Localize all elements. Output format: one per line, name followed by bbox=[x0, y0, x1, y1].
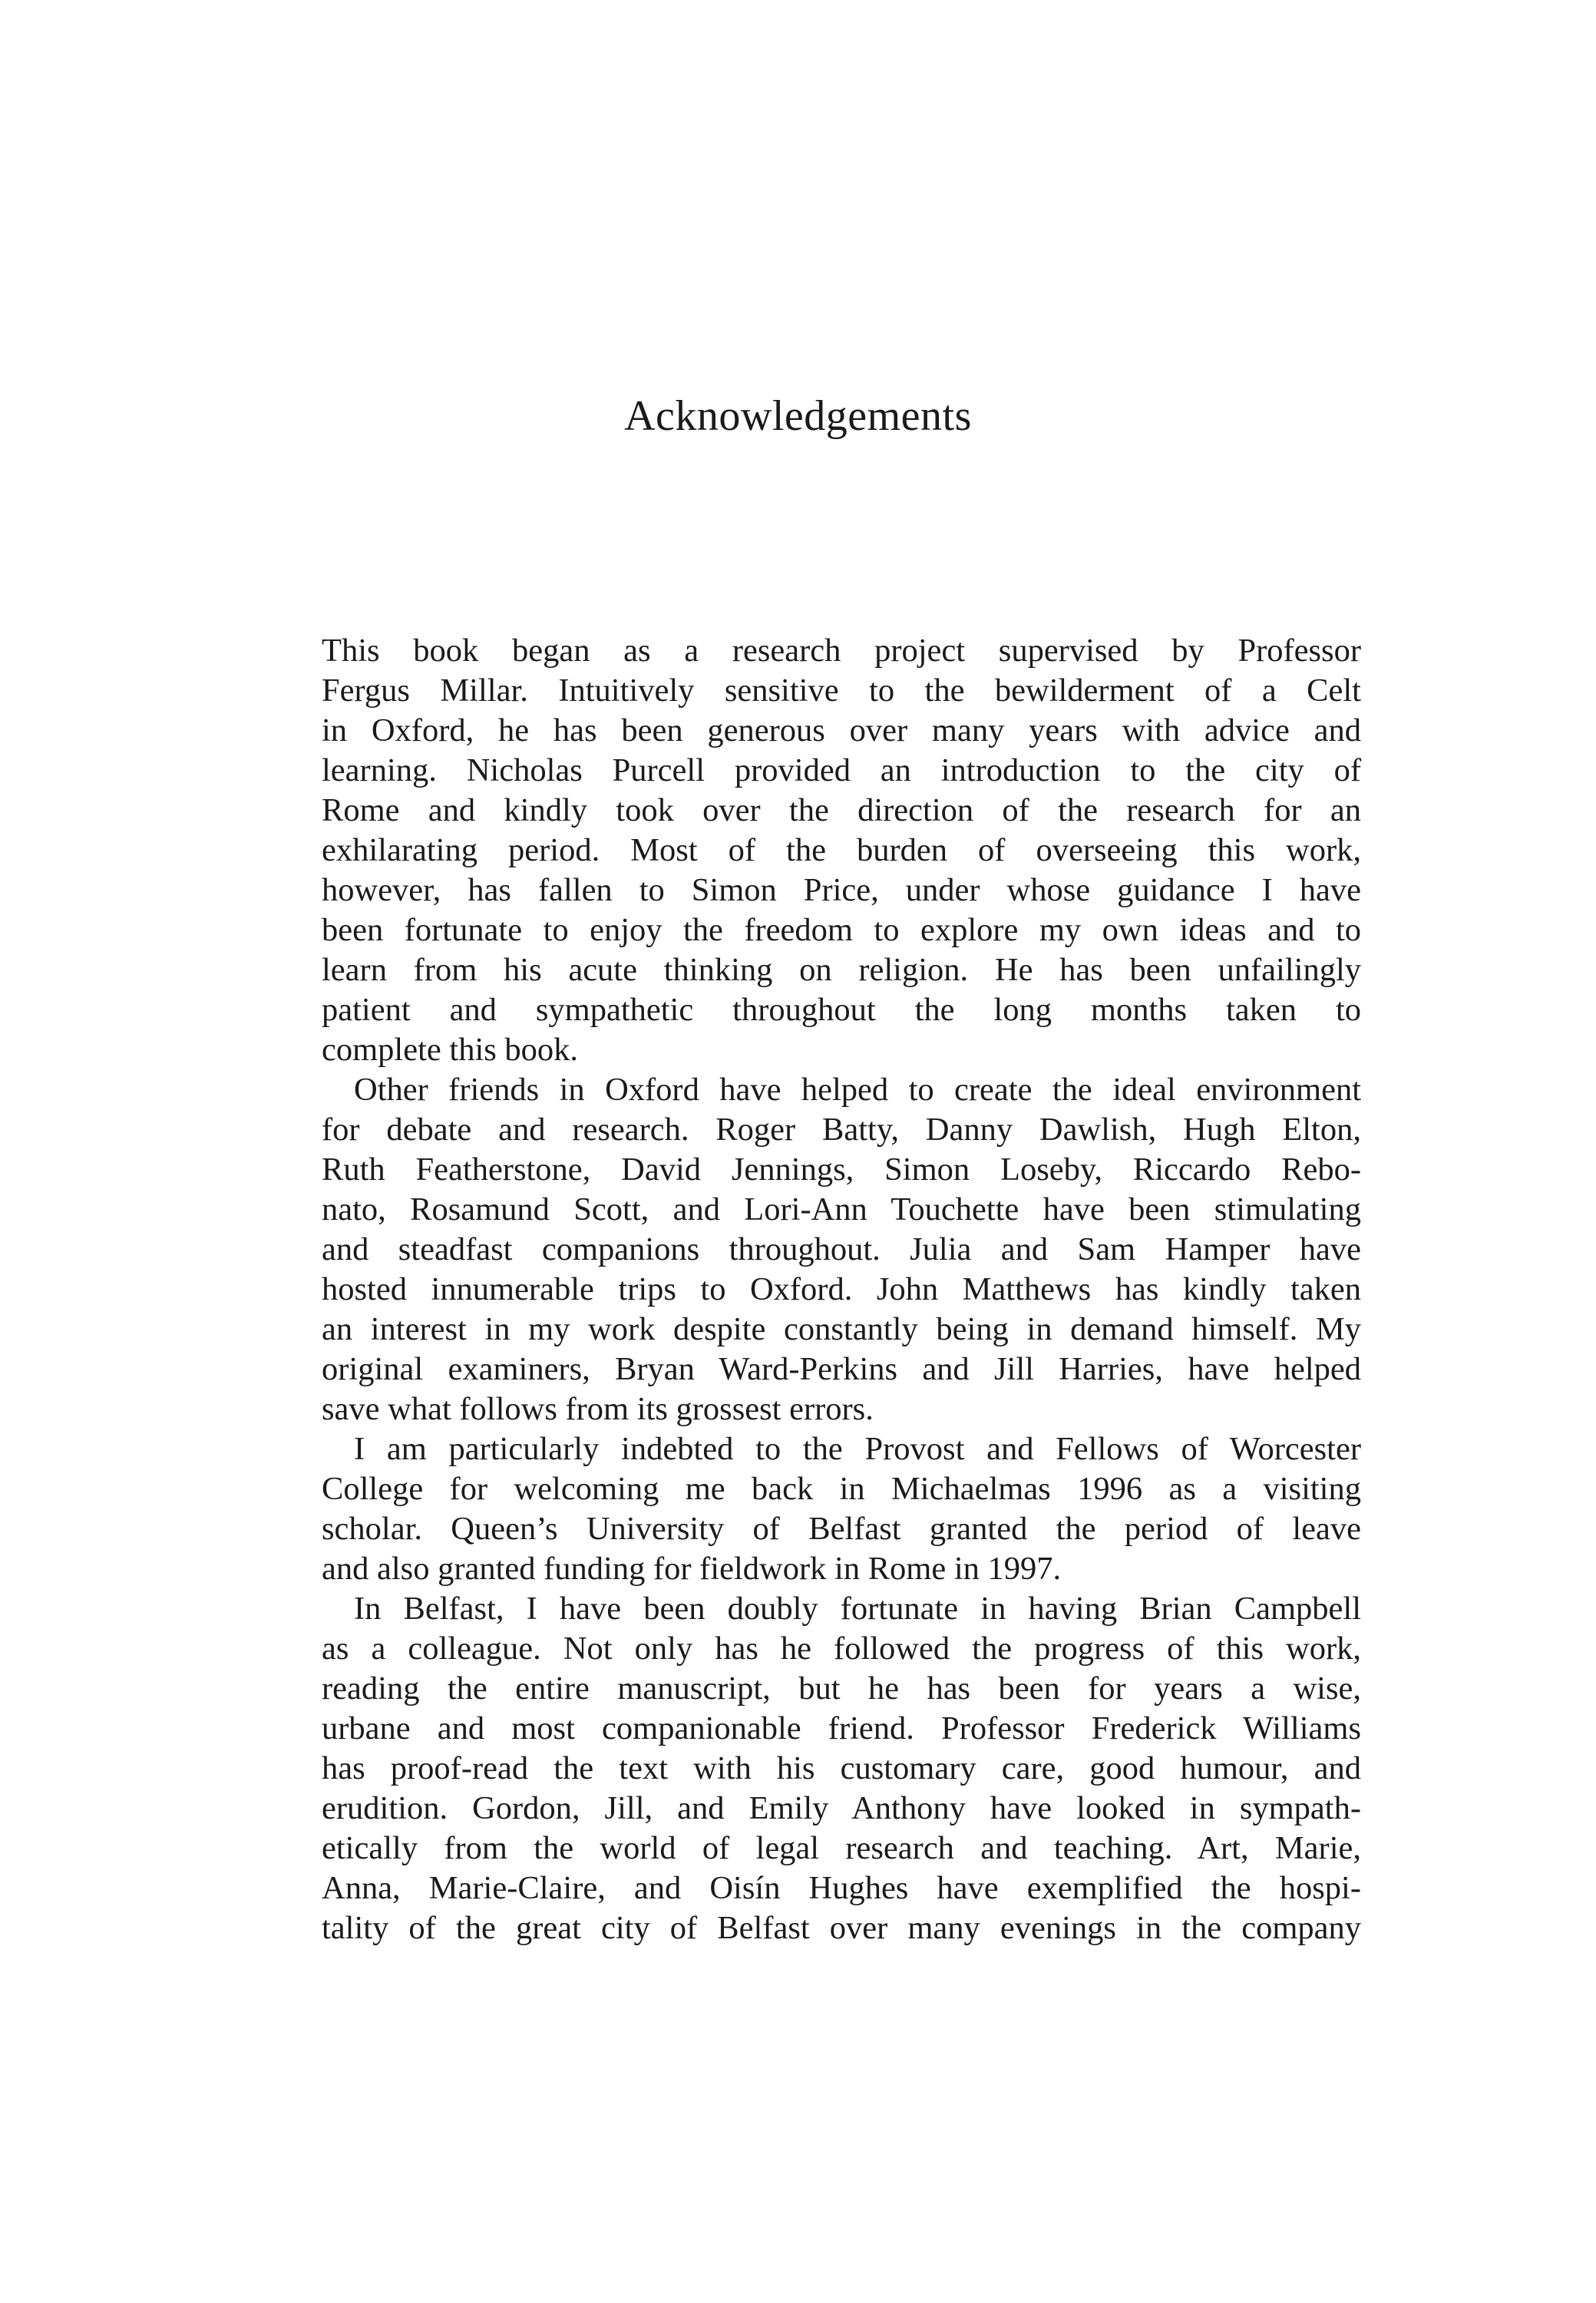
text-line: learning. Nicholas Purcell provided an introduction to the city of bbox=[322, 752, 1361, 788]
text-line: Fergus Millar. Intuitively sensitive to the bewilderment of a Celt bbox=[322, 672, 1361, 709]
text-line: Other friends in Oxford have helped to create the ideal environment bbox=[354, 1072, 1361, 1108]
text-line: learn from his acute thinking on religion. He has been unfailingly bbox=[322, 952, 1361, 988]
text-line: In Belfast, I have been doubly fortunate in having Brian Campbell bbox=[354, 1591, 1361, 1627]
acknowledgements-body bbox=[322, 631, 1361, 1948]
text-line: as a colleague. Not only has he followed the progress of this work, bbox=[322, 1631, 1361, 1667]
text-line: urbane and most companionable friend. Professor Frederick Williams bbox=[322, 1710, 1361, 1746]
text-line: This book began as a research project supervised by Professor bbox=[322, 633, 1361, 669]
text-line: original examiners, Bryan Ward-Perkins and Jill Harries, have helped bbox=[322, 1351, 1361, 1387]
text-line: complete this book. bbox=[322, 1032, 579, 1068]
text-line: tality of the great city of Belfast over many evenings in the company bbox=[322, 1910, 1361, 1946]
text-line: exhilarating period. Most of the burden of overseeing this work, bbox=[322, 832, 1361, 868]
text-line: I am particularly indebted to the Provost and Fellows of Worcester bbox=[354, 1431, 1361, 1467]
text-line: been fortunate to enjoy the freedom to explore my own ideas and to bbox=[322, 912, 1361, 948]
text-line: has proof-read the text with his customary care, good humour, and bbox=[322, 1750, 1361, 1786]
text-line: Ruth Featherstone, David Jennings, Simon Loseby, Riccardo Rebo- bbox=[322, 1152, 1361, 1188]
text-line: Rome and kindly took over the direction of the research for an bbox=[322, 792, 1361, 828]
text-line: erudition. Gordon, Jill, and Emily Anthony have looked in sympath- bbox=[322, 1790, 1361, 1826]
text-line: reading the entire manuscript, but he has been for years a wise, bbox=[322, 1670, 1361, 1707]
text-line: save what follows from its grossest errors. bbox=[322, 1391, 874, 1427]
text-line: an interest in my work despite constantly being in demand himself. My bbox=[322, 1311, 1361, 1347]
text-line: nato, Rosamund Scott, and Lori-Ann Touchette have been stimulating bbox=[322, 1191, 1361, 1227]
text-line: for debate and research. Roger Batty, Danny Dawlish, Hugh Elton, bbox=[322, 1112, 1361, 1148]
text-line: etically from the world of legal research and teaching. Art, Marie, bbox=[322, 1830, 1361, 1866]
text-line: scholar. Queen’s University of Belfast granted the period of leave bbox=[322, 1511, 1361, 1547]
text-line: College for welcoming me back in Michaelmas 1996 as a visiting bbox=[322, 1471, 1361, 1507]
page-title: Acknowledgements bbox=[624, 392, 972, 440]
text-line: Anna, Marie-Claire, and Oisín Hughes have exemplified the hospi- bbox=[322, 1870, 1361, 1906]
text-line: and steadfast companions throughout. Julia and Sam Hamper have bbox=[322, 1231, 1361, 1267]
text-line: hosted innumerable trips to Oxford. John Matthews has kindly taken bbox=[322, 1271, 1361, 1307]
text-line: in Oxford, he has been generous over many years with advice and bbox=[322, 712, 1361, 748]
text-line: however, has fallen to Simon Price, under whose guidance I have bbox=[322, 872, 1361, 908]
text-line: and also granted funding for fieldwork in Rome in 1997. bbox=[322, 1551, 1062, 1587]
text-line: patient and sympathetic throughout the long months taken to bbox=[322, 992, 1361, 1028]
